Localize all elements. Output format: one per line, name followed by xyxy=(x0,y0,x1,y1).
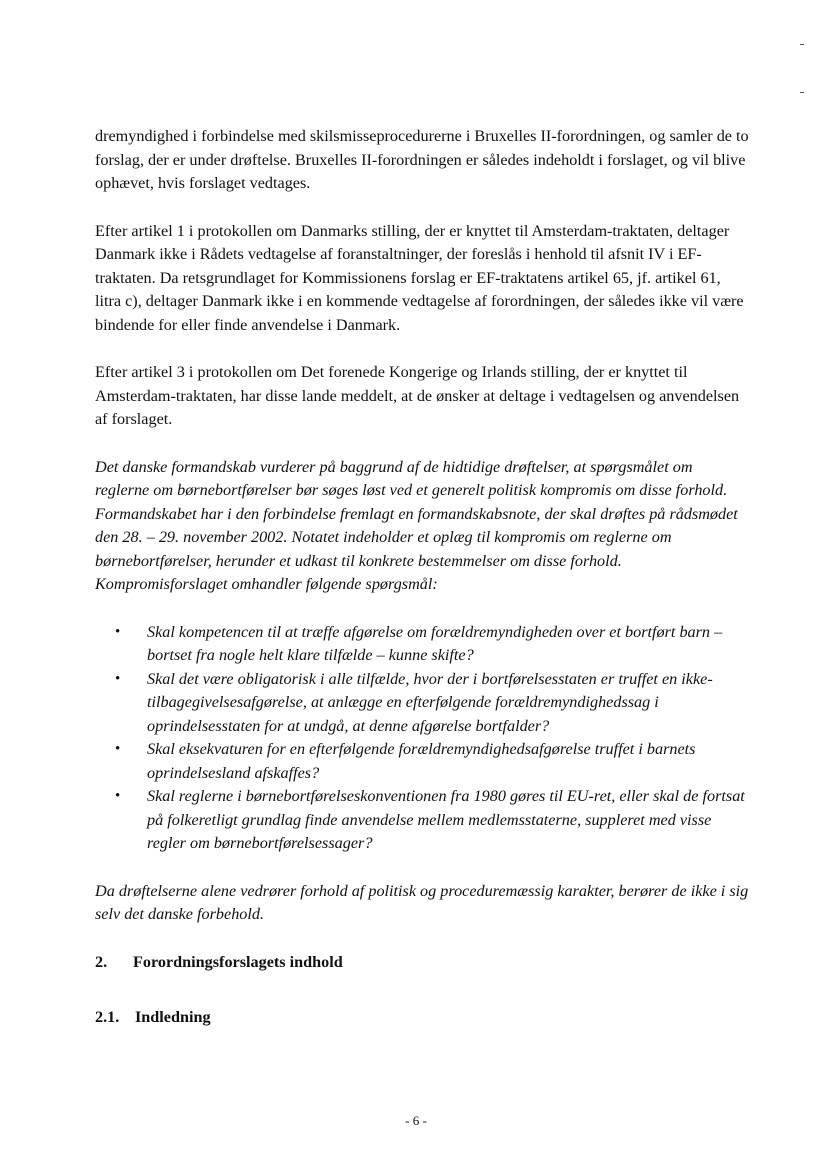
bullet-item xyxy=(95,785,750,856)
subsection-number: 2.1. xyxy=(95,1008,120,1026)
page-number: - 6 - xyxy=(405,1113,427,1128)
bullet-icon: • xyxy=(115,670,121,687)
paragraph: Efter artikel 1 i protokollen om Danmarks stilling, der er knyttet til Amsterdam-traktaten, deltager Danmark ikke i Rådets vedtagelse af foranstaltninger, der foreslås i henhold til afsnit IV i EF-traktaten. Da retsgrundlaget for Kommissionens forslag er EF-traktatens artikel 65, jf. artikel 61, litra c), deltager Danmark ikke i en kommende vedtagelse af forordningen, der således ikke vil være bindende for eller finde anvendelse i Danmark. xyxy=(95,221,744,334)
subsection-title: Indledning xyxy=(135,1008,211,1026)
edge-mark xyxy=(800,44,804,45)
paragraph: dremyndighed i forbindelse med skilsmisseprocedurerne i Bruxelles II-forordningen, og samler de to forslag, der er under drøftelse. Bruxelles II-forordningen er således indeholdt i forslaget, og vil blive ophævet, hvis forslaget vedtages. xyxy=(95,127,749,192)
bullet-text: Skal reglerne i børnebortførelseskonventionen fra 1980 gøres til EU-ret, eller skal de fortsat på folkeretligt grundlag finde anvendelse mellem medlemsstaterne, suppleret med visse regler om børnebortførelsessager? xyxy=(147,787,745,852)
bullet-text: Skal det være obligatorisk i alle tilfælde, hvor der i bortførelsesstaten er truffet en ikke-tilbagegivelsesafgørelse, at anlægge en efterfølgende forældremyndighedssag i oprindelsesstaten for at undgå, at denne afgørelse bortfalder? xyxy=(147,669,713,735)
bullet-list xyxy=(95,621,750,856)
bullet-item xyxy=(95,668,750,739)
bullet-text: Skal eksekvaturen for en efterfølgende forældremyndighedsafgørelse truffet i barnets oprindelsesland afskaffes? xyxy=(147,740,696,782)
italic-paragraph: Det danske formandskab vurderer på baggrund af de hidtidige drøftelser, at spørgsmålet om reglerne om børnebortførelser bør søges løst ved et generelt politisk kompromis om disse forhold. Formandskabet har i den forbindelse fremlagt en formandskabsnote, der skal drøftes på rådsmødet den 28. – 29. november 2002. Notatet indeholder et oplæg til kompromis om reglerne om børnebortførelser, herunder et udkast til konkrete bestemmelser om disse forhold. Kompromisforslaget omhandler følgende spørgsmål: xyxy=(95,457,738,593)
section-title: Forordningsforslagets indhold xyxy=(133,952,343,971)
section-heading xyxy=(95,951,750,975)
bullet-icon: • xyxy=(115,788,121,804)
bullet-item xyxy=(95,738,750,785)
subsection-heading xyxy=(95,1006,750,1030)
document-body xyxy=(95,125,750,1030)
bullet-icon: • xyxy=(115,741,121,757)
bullet-icon: • xyxy=(115,623,121,640)
section-number: 2. xyxy=(95,952,108,971)
italic-paragraph: Da drøftelserne alene vedrører forhold af politisk og proceduremæssig karakter, berører de ikke i sig selv det danske forbehold. xyxy=(95,881,749,923)
bullet-text: Skal kompetencen til at træffe afgørelse om forældremyndigheden over et bortført barn – bortset fra nogle helt klare tilfælde – kunne skifte? xyxy=(147,622,723,664)
paragraph: Efter artikel 3 i protokollen om Det forenede Kongerige og Irlands stilling, der er knyttet til Amsterdam-traktaten, har disse lande meddelt, at de ønsker at deltage i vedtagelsen og anvendelsen af forslaget. xyxy=(95,363,740,428)
edge-mark xyxy=(800,92,804,93)
bullet-item xyxy=(95,621,750,668)
